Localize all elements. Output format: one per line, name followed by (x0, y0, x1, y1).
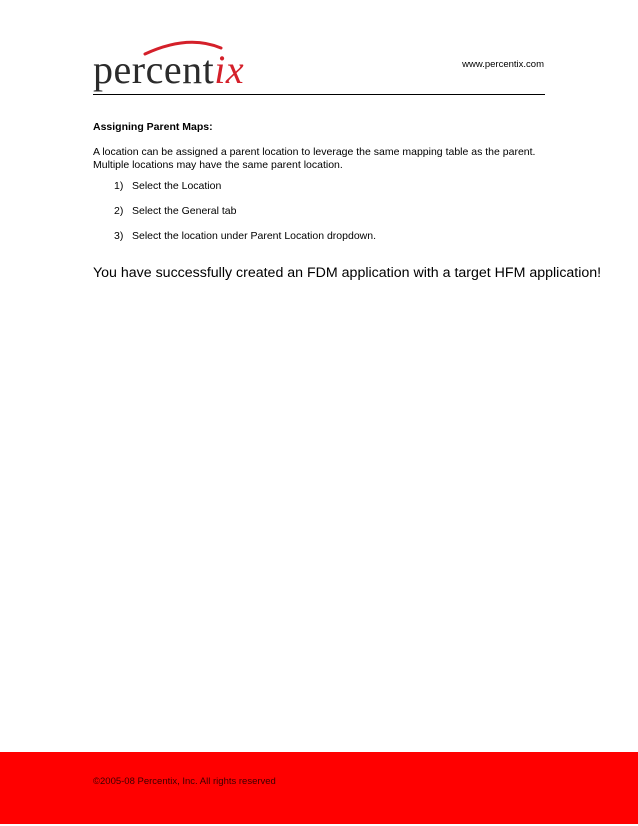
step-number: 2) (114, 205, 124, 217)
logo-main-text: percent (93, 47, 215, 92)
success-message: You have successfully created an FDM application with a target HFM application! (93, 265, 602, 281)
step-number: 3) (114, 230, 124, 242)
list-item (114, 230, 376, 255)
paragraph-line: A location can be assigned a parent location to leverage the same mapping table as the parent. (93, 146, 536, 158)
list-item (114, 180, 376, 205)
header-divider (93, 94, 545, 95)
paragraph-line: Multiple locations may have the same parent location. (93, 159, 343, 171)
footer-band (0, 752, 638, 824)
copyright-text: ©2005-08 Percentix, Inc. All rights reserved (93, 776, 276, 787)
description-paragraph (93, 146, 548, 172)
section-heading: Assigning Parent Maps: (93, 121, 213, 133)
step-text: Select the General tab (132, 205, 237, 217)
logo-wordmark (93, 47, 245, 92)
step-text: Select the location under Parent Location dropdown. (132, 230, 376, 242)
steps-list (114, 180, 376, 255)
logo-accent-text: ix (214, 47, 245, 92)
website-url: www.percentix.com (462, 59, 544, 70)
step-number: 1) (114, 180, 124, 192)
percentix-logo (93, 36, 253, 94)
list-item (114, 205, 376, 230)
step-text: Select the Location (132, 180, 222, 192)
